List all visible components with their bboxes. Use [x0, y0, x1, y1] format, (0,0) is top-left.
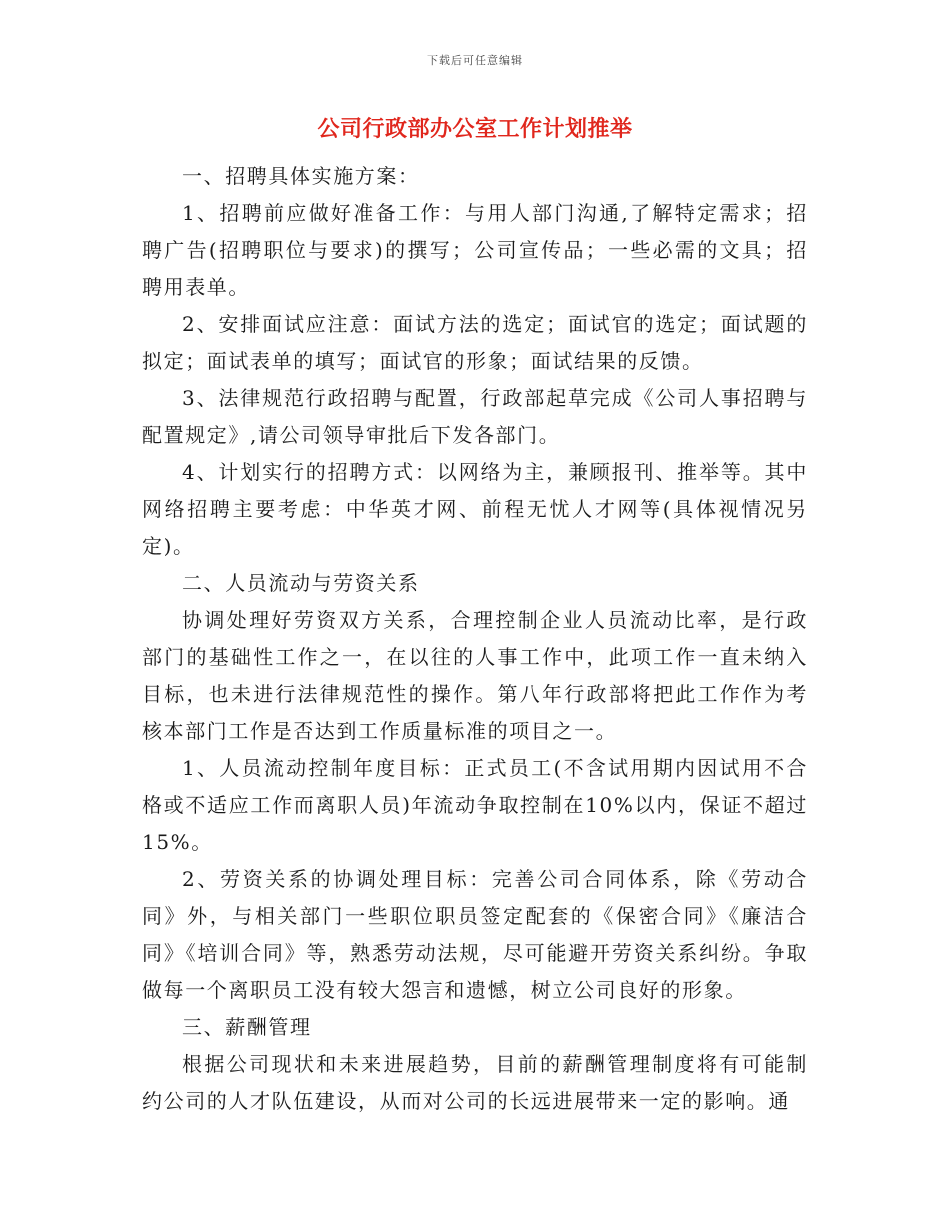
paragraph: 协调处理好劳资双方关系，合理控制企业人员流动比率，是行政部门的基础性工作之一，在以往的人事工作中，此项工作一直未纳入目标，也未进行法律规范性的操作。第八年行政部将把此工作作为考核本部门工作是否达到工作质量标准的项目之一。 [142, 608, 808, 743]
paragraph: 1、人员流动控制年度目标：正式员工(不含试用期内因试用不合格或不适应工作而离职人员)年流动争取控制在10%以内，保证不超过15%。 [142, 756, 808, 854]
paragraph: 2、劳资关系的协调处理目标：完善公司合同体系，除《劳动合同》外，与相关部门一些职位职员签定配套的《保密合同》《廉洁合同》《培训合同》等，熟悉劳动法规，尽可能避开劳资关系纠纷。争取做每一个离职员工没有较大怨言和遗憾，树立公司良好的形象。 [142, 867, 808, 1002]
document-body [142, 158, 808, 1120]
paragraph: 3、法律规范行政招聘与配置，行政部起草完成《公司人事招聘与配置规定》,请公司领导审批后下发各部门。 [142, 386, 808, 447]
paragraph: 4、计划实行的招聘方式：以网络为主，兼顾报刊、推举等。其中网络招聘主要考虑：中华英才网、前程无忧人才网等(具体视情况另定)。 [142, 460, 808, 558]
paragraph: 二、人员流动与劳资关系 [182, 571, 420, 595]
paragraph: 根据公司现状和未来进展趋势，目前的薪酬管理制度将有可能制约公司的人才队伍建设，从而对公司的长远进展带来一定的影响。通 [142, 1052, 808, 1113]
paragraph: 2、安排面试应注意：面试方法的选定；面试官的选定；面试题的拟定；面试表单的填写；面试官的形象；面试结果的反馈。 [142, 312, 808, 373]
paragraph: 一、招聘具体实施方案： [182, 164, 420, 188]
paragraph: 1、招聘前应做好准备工作：与用人部门沟通,了解特定需求；招聘广告(招聘职位与要求)的撰写；公司宣传品；一些必需的文具；招聘用表单。 [142, 201, 808, 299]
paragraph: 三、薪酬管理 [182, 1015, 312, 1039]
page-header: 下载后可任意编辑 [427, 54, 523, 67]
document-title: 公司行政部办公室工作计划推举 [317, 117, 633, 142]
